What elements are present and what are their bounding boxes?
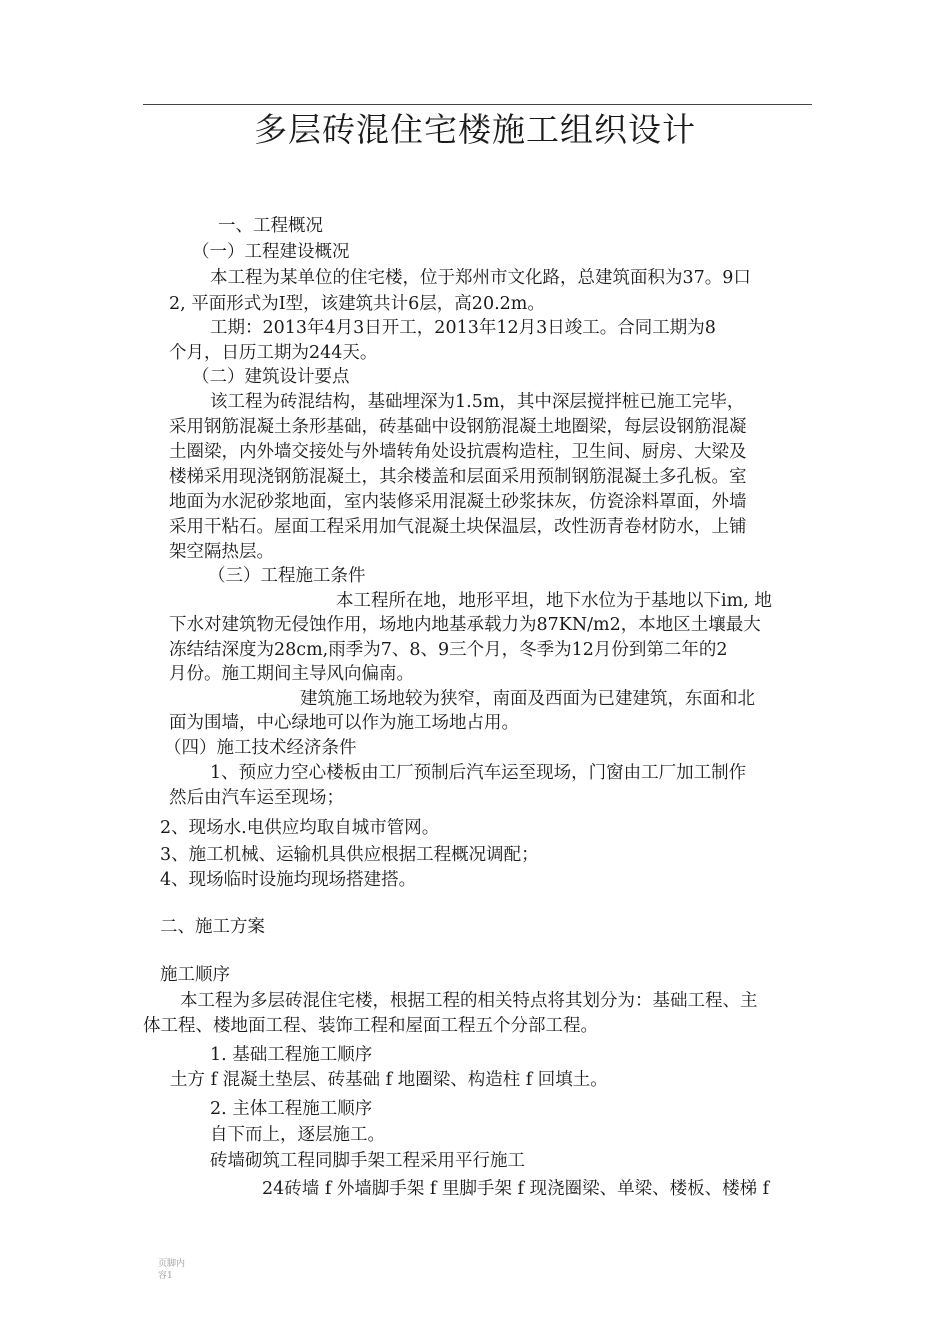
numbered-heading: 2. 主体工程施工顺序 <box>210 1099 373 1119</box>
paragraph-line: 采用钢筋混凝土条形基础，砖基础中设钢筋混凝土地圈梁，每层设钢筋混凝 <box>169 417 747 437</box>
paragraph-line: 月份。施工期间主导风向偏南。 <box>169 664 414 684</box>
paragraph-line: 架空隔热层。 <box>169 542 274 562</box>
paragraph-line: 面为围墙，中心绿地可以作为施工场地占用。 <box>169 713 519 733</box>
paragraph-line: 采用干粘石。屋面工程采用加气混凝土块保温层，改性沥青卷材防水，上铺 <box>169 517 747 537</box>
paragraph-line: 楼梯采用现浇钢筋混凝土，其余楼盖和层面采用预制钢筋混凝土多孔板。室 <box>169 467 747 487</box>
numbered-heading: 1. 基础工程施工顺序 <box>210 1045 373 1065</box>
section-heading-1: 一、工程概况 <box>218 216 323 236</box>
paragraph-line: 建筑施工场地较为狭窄，南面及西面为已建建筑，东面和北 <box>300 689 755 709</box>
subsection-heading-4: （四）施工技术经济条件 <box>164 738 357 758</box>
list-item-continuation: 然后由汽车运至现场； <box>169 788 344 808</box>
list-item: 1、预应力空心楼板由工厂预制后汽车运至现场，门窗由工厂加工制作 <box>210 763 747 783</box>
header-rule <box>143 104 812 105</box>
paragraph-line: 本工程为多层砖混住宅楼，根据工程的相关特点将其划分为：基础工程、主 <box>180 991 758 1011</box>
subsection-heading-3: （三）工程施工条件 <box>208 566 366 586</box>
paragraph-line: 冻结结深度为28cm,雨季为7、8、9三个月，冬季为12月份到第二年的2 <box>169 640 728 660</box>
list-item: 4、现场临时设施均现场搭建搭。 <box>160 870 417 890</box>
subsection-heading-2: （二）建筑设计要点 <box>192 367 350 387</box>
paragraph-line: 2, 平面形式为I型，该建筑共计6层，高20.2m。 <box>169 294 545 314</box>
paragraph-line: 本工程为某单位的住宅楼，位于郑州市文化路，总建筑面积为37。9口 <box>210 268 751 288</box>
subsection-heading-1: （一）工程建设概况 <box>192 242 350 262</box>
paragraph-line: 本工程所在地，地形平坦，地下水位为于基地以下im, 地 <box>336 591 772 611</box>
paragraph-line: 自下而上，逐层施工。 <box>210 1125 385 1145</box>
paragraph-line: 该工程为砖混结构，基础埋深为1.5m，其中深层搅拌桩已施工完毕， <box>210 392 745 412</box>
list-item: 3、施工机械、运输机具供应根据工程概况调配； <box>160 845 539 865</box>
paragraph-line: 砖墙砌筑工程同脚手架工程采用平行施工 <box>210 1151 525 1171</box>
page-footer: 页脚内容1 <box>158 1259 186 1281</box>
list-item: 2、现场水.电供应均取自城市管网。 <box>160 818 440 838</box>
paragraph-line: 24砖墙 f 外墙脚手架 f 里脚手架 f 现浇圈梁、单梁、楼板、楼梯 f <box>262 1179 770 1199</box>
paragraph-line: 体工程、楼地面工程、装饰工程和屋面工程五个分部工程。 <box>143 1016 598 1036</box>
paragraph-heading: 施工顺序 <box>160 965 230 985</box>
paragraph-line: 工期：2013年4月3日开工，2013年12月3日竣工。合同工期为8 <box>210 318 716 338</box>
paragraph-line: 下水对建筑物无侵蚀作用，场地内地基承载力为87KN/m2，本地区土壤最大 <box>169 615 761 635</box>
section-heading-2: 二、施工方案 <box>160 917 265 937</box>
paragraph-line: 地面为水泥砂浆地面，室内装修采用混凝土砂浆抹灰，仿瓷涂料罩面，外墙 <box>169 492 747 512</box>
paragraph-line: 个月，日历工期为244天。 <box>169 343 378 363</box>
paragraph-line: 土圈梁，内外墙交接处与外墙转角处设抗震构造柱，卫生间、厨房、大梁及 <box>169 442 747 462</box>
document-title: 多层砖混住宅楼施工组织设计 <box>254 110 696 149</box>
paragraph-line: 土方 f 混凝土垫层、砖基础 f 地圈梁、构造柱 f 回填土。 <box>170 1070 608 1090</box>
